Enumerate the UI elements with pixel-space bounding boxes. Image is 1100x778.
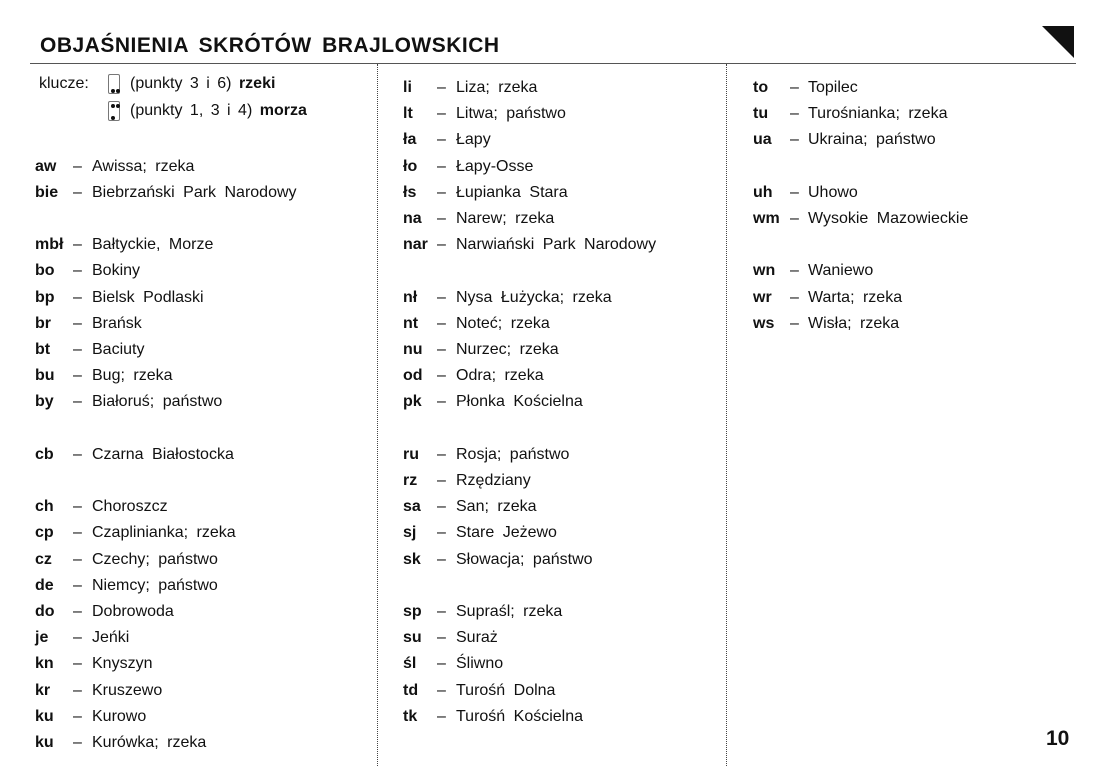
abbreviation-code: cp <box>35 524 54 542</box>
dash-separator: – <box>73 183 82 201</box>
abbreviation-description: Liza; rzeka <box>456 79 538 96</box>
abbreviation-row <box>753 77 1073 99</box>
dash-separator: – <box>73 236 82 254</box>
abbreviation-row <box>35 391 355 413</box>
abbreviation-row <box>35 444 355 466</box>
abbreviation-row <box>35 549 355 571</box>
abbreviation-code: pk <box>403 393 422 411</box>
abbreviation-row <box>403 182 723 204</box>
abbreviation-code: aw <box>35 157 57 175</box>
abbreviation-row <box>403 103 723 125</box>
abbreviation-code: kr <box>35 681 51 699</box>
abbreviation-row <box>753 208 1073 230</box>
key-entry <box>130 73 275 95</box>
abbreviation-code: od <box>403 367 423 385</box>
braille-dot <box>111 89 115 93</box>
dash-separator: – <box>437 341 446 358</box>
braille-dot <box>111 116 115 120</box>
dash-separator: – <box>790 262 799 280</box>
abbreviation-row <box>35 522 355 544</box>
dash-separator: – <box>790 288 799 306</box>
abbreviation-description: Noteć; rzeka <box>456 314 550 332</box>
dash-separator: – <box>73 445 82 463</box>
dash-separator: – <box>73 393 82 411</box>
abbreviation-description: Bokiny <box>92 262 141 280</box>
abbreviation-code: ch <box>35 498 54 516</box>
dash-separator: – <box>437 367 446 385</box>
abbreviation-code: na <box>403 210 422 227</box>
braille-dot <box>116 89 120 93</box>
abbreviation-description: Rzędziany <box>456 472 531 489</box>
abbreviation-row <box>753 287 1073 309</box>
page-number: 10 <box>1046 727 1070 750</box>
abbreviation-code: uh <box>753 183 773 201</box>
abbreviation-row <box>35 182 355 204</box>
abbreviation-description: Czechy; państwo <box>92 550 218 568</box>
header-rule <box>30 63 1076 64</box>
abbreviation-row <box>403 601 723 623</box>
abbreviation-row <box>35 732 355 754</box>
dash-separator: – <box>437 472 446 489</box>
dash-separator: – <box>73 341 82 358</box>
abbreviation-row <box>403 470 723 492</box>
abbreviation-row <box>403 391 723 413</box>
abbreviation-code: nt <box>403 314 419 332</box>
abbreviation-row <box>35 287 355 309</box>
abbreviation-code: wm <box>753 210 780 227</box>
dash-separator: – <box>437 79 446 96</box>
abbreviation-description: Biebrzański Park Narodowy <box>92 183 297 201</box>
abbreviation-code: bp <box>35 288 55 306</box>
abbreviation-code: ua <box>753 131 772 149</box>
abbreviation-code: sp <box>403 603 422 620</box>
abbreviation-description: Nurzec; rzeka <box>456 341 559 358</box>
dash-separator: – <box>73 707 82 725</box>
abbreviation-description: Awissa; rzeka <box>92 157 195 175</box>
abbreviation-code: ku <box>35 734 54 751</box>
dash-separator: – <box>437 210 446 227</box>
abbreviation-description: San; rzeka <box>456 498 537 516</box>
abbreviation-row <box>403 77 723 99</box>
dash-separator: – <box>437 314 446 332</box>
abbreviation-row <box>403 339 723 361</box>
dash-separator: – <box>437 629 446 647</box>
abbreviation-description: Bałtyckie, Morze <box>92 236 214 254</box>
abbreviation-description: Litwa; państwo <box>456 105 566 123</box>
dash-separator: – <box>790 210 799 227</box>
abbreviation-code: nar <box>403 236 428 254</box>
abbreviation-row <box>403 234 723 256</box>
abbreviation-code: tu <box>753 105 769 123</box>
abbreviation-code: sk <box>403 550 421 568</box>
abbreviation-row <box>403 208 723 230</box>
dash-separator: – <box>437 603 446 620</box>
abbreviation-description: Śliwno <box>456 655 504 673</box>
abbreviation-row <box>403 365 723 387</box>
abbreviation-code: bt <box>35 341 51 358</box>
abbreviation-description: Wysokie Mazowieckie <box>808 210 969 227</box>
abbreviation-row <box>753 103 1073 125</box>
abbreviation-row <box>403 653 723 675</box>
key-meaning: morza <box>259 102 307 119</box>
abbreviation-description: Baciuty <box>92 341 145 358</box>
dash-separator: – <box>73 288 82 306</box>
abbreviation-description: Wisła; rzeka <box>808 314 900 332</box>
abbreviation-code: je <box>35 629 49 647</box>
abbreviation-code: do <box>35 603 55 620</box>
abbreviation-description: Czaplinianka; rzeka <box>92 524 236 542</box>
dash-separator: – <box>73 655 82 673</box>
key-meaning: rzeki <box>238 75 276 92</box>
dash-separator: – <box>437 393 446 411</box>
abbreviation-row <box>403 156 723 178</box>
abbreviation-description: Narew; rzeka <box>456 210 555 227</box>
abbreviation-description: Suraż <box>456 629 498 647</box>
braille-cell-icon <box>108 74 120 94</box>
key-points: (punkty 1, 3 i 4) <box>130 102 253 119</box>
abbreviation-description: Topilec <box>808 79 858 96</box>
abbreviation-code: mbł <box>35 236 64 254</box>
dash-separator: – <box>790 314 799 332</box>
dash-separator: – <box>73 498 82 516</box>
abbreviation-row <box>403 129 723 151</box>
abbreviation-row <box>403 287 723 309</box>
dash-separator: – <box>73 314 82 332</box>
braille-dot <box>116 104 120 108</box>
abbreviation-row <box>753 182 1073 204</box>
abbreviation-description: Słowacja; państwo <box>456 550 593 568</box>
abbreviation-description: Turośń Dolna <box>456 681 556 699</box>
abbreviation-code: br <box>35 314 51 332</box>
abbreviation-row <box>35 627 355 649</box>
abbreviation-code: to <box>753 79 769 96</box>
abbreviation-code: rz <box>403 472 418 489</box>
dash-separator: – <box>73 524 82 542</box>
column-divider-2 <box>726 64 727 766</box>
abbreviation-description: Stare Jeżewo <box>456 524 557 542</box>
abbreviation-row <box>35 313 355 335</box>
abbreviation-row <box>403 313 723 335</box>
dash-separator: – <box>73 734 82 751</box>
abbreviation-description: Jeńki <box>92 629 130 647</box>
corner-triangle-icon <box>1042 26 1074 58</box>
abbreviation-row <box>753 313 1073 335</box>
dash-separator: – <box>73 603 82 620</box>
braille-dot <box>111 104 115 108</box>
abbreviation-row <box>403 706 723 728</box>
abbreviation-code: cz <box>35 550 52 568</box>
abbreviation-description: Kruszewo <box>92 681 163 699</box>
column-divider-1 <box>377 64 378 766</box>
abbreviation-description: Łapy <box>456 131 491 149</box>
dash-separator: – <box>437 655 446 673</box>
abbreviation-code: bo <box>35 262 55 280</box>
abbreviation-row <box>753 260 1073 282</box>
key-entry <box>130 100 307 122</box>
dash-separator: – <box>437 707 446 725</box>
abbreviation-row <box>35 260 355 282</box>
page-title: OBJAŚNIENIA SKRÓTÓW BRAJLOWSKICH <box>40 34 500 57</box>
abbreviation-description: Płonka Kościelna <box>456 393 583 411</box>
abbreviation-description: Brańsk <box>92 314 142 332</box>
braille-cell-icon <box>108 101 120 121</box>
dash-separator: – <box>437 157 446 175</box>
abbreviation-code: de <box>35 576 54 594</box>
abbreviation-description: Turośń Kościelna <box>456 707 584 725</box>
dash-separator: – <box>73 550 82 568</box>
abbreviation-description: Warta; rzeka <box>808 288 903 306</box>
abbreviation-row <box>403 680 723 702</box>
abbreviation-code: kn <box>35 655 54 673</box>
abbreviation-row <box>35 156 355 178</box>
abbreviation-code: nu <box>403 341 423 358</box>
abbreviation-row <box>35 575 355 597</box>
abbreviation-code: by <box>35 393 54 411</box>
dash-separator: – <box>73 157 82 175</box>
abbreviation-row <box>403 496 723 518</box>
abbreviation-code: łs <box>403 183 417 201</box>
abbreviation-description: Narwiański Park Narodowy <box>456 236 657 254</box>
abbreviation-row <box>403 444 723 466</box>
abbreviation-code: nł <box>403 288 418 306</box>
abbreviation-description: Uhowo <box>808 183 858 201</box>
abbreviation-description: Kurówka; rzeka <box>92 734 207 751</box>
abbreviation-row <box>35 365 355 387</box>
abbreviation-row <box>35 234 355 256</box>
abbreviation-description: Supraśl; rzeka <box>456 603 563 620</box>
dash-separator: – <box>790 131 799 149</box>
abbreviation-row <box>35 339 355 361</box>
abbreviation-description: Ukraina; państwo <box>808 131 936 149</box>
abbreviation-code: ło <box>403 157 418 175</box>
abbreviation-code: bie <box>35 183 59 201</box>
abbreviation-code: td <box>403 681 419 699</box>
abbreviation-row <box>35 653 355 675</box>
abbreviation-code: li <box>403 79 412 96</box>
abbreviation-code: lt <box>403 105 413 123</box>
dash-separator: – <box>437 445 446 463</box>
abbreviation-description: Choroszcz <box>92 498 168 516</box>
abbreviation-code: ku <box>35 707 54 725</box>
key-points: (punkty 3 i 6) <box>130 75 232 92</box>
dash-separator: – <box>73 576 82 594</box>
dash-separator: – <box>437 131 446 149</box>
dash-separator: – <box>437 498 446 516</box>
dash-separator: – <box>437 681 446 699</box>
abbreviation-code: bu <box>35 367 55 385</box>
abbreviation-description: Bug; rzeka <box>92 367 173 385</box>
abbreviation-code: sj <box>403 524 417 542</box>
abbreviation-row <box>403 549 723 571</box>
dash-separator: – <box>73 629 82 647</box>
abbreviation-code: sa <box>403 498 421 516</box>
abbreviation-row <box>403 627 723 649</box>
abbreviation-description: Odra; rzeka <box>456 367 544 385</box>
abbreviation-row <box>403 522 723 544</box>
abbreviation-code: ru <box>403 445 419 463</box>
abbreviation-description: Dobrowoda <box>92 603 174 620</box>
dash-separator: – <box>437 550 446 568</box>
dash-separator: – <box>437 524 446 542</box>
dash-separator: – <box>437 236 446 254</box>
dash-separator: – <box>437 183 446 201</box>
abbreviation-description: Turośnianka; rzeka <box>808 105 948 123</box>
dash-separator: – <box>437 105 446 123</box>
abbreviation-code: wn <box>753 262 776 280</box>
abbreviation-description: Niemcy; państwo <box>92 576 218 594</box>
abbreviation-description: Knyszyn <box>92 655 153 673</box>
dash-separator: – <box>790 79 799 96</box>
abbreviation-description: Białoruś; państwo <box>92 393 223 411</box>
dash-separator: – <box>73 681 82 699</box>
abbreviation-description: Kurowo <box>92 707 147 725</box>
abbreviation-code: cb <box>35 445 54 463</box>
abbreviation-code: ła <box>403 131 417 149</box>
abbreviation-description: Czarna Białostocka <box>92 445 234 463</box>
abbreviation-code: su <box>403 629 422 647</box>
abbreviation-row <box>753 129 1073 151</box>
dash-separator: – <box>790 183 799 201</box>
abbreviation-description: Waniewo <box>808 262 874 280</box>
abbreviation-code: ws <box>753 314 775 332</box>
abbreviation-description: Rosja; państwo <box>456 445 570 463</box>
dash-separator: – <box>73 367 82 385</box>
abbreviation-description: Nysa Łużycka; rzeka <box>456 288 612 306</box>
abbreviation-row <box>35 496 355 518</box>
key-label: klucze: <box>39 75 89 92</box>
dash-separator: – <box>73 262 82 280</box>
abbreviation-code: wr <box>753 288 772 306</box>
abbreviation-code: śl <box>403 655 417 673</box>
abbreviation-code: tk <box>403 707 418 725</box>
dash-separator: – <box>437 288 446 306</box>
abbreviation-row <box>35 706 355 728</box>
abbreviation-row <box>35 601 355 623</box>
abbreviation-row <box>35 680 355 702</box>
abbreviation-description: Bielsk Podlaski <box>92 288 204 306</box>
abbreviation-description: Łupianka Stara <box>456 183 568 201</box>
abbreviation-description: Łapy-Osse <box>456 157 534 175</box>
dash-separator: – <box>790 105 799 123</box>
